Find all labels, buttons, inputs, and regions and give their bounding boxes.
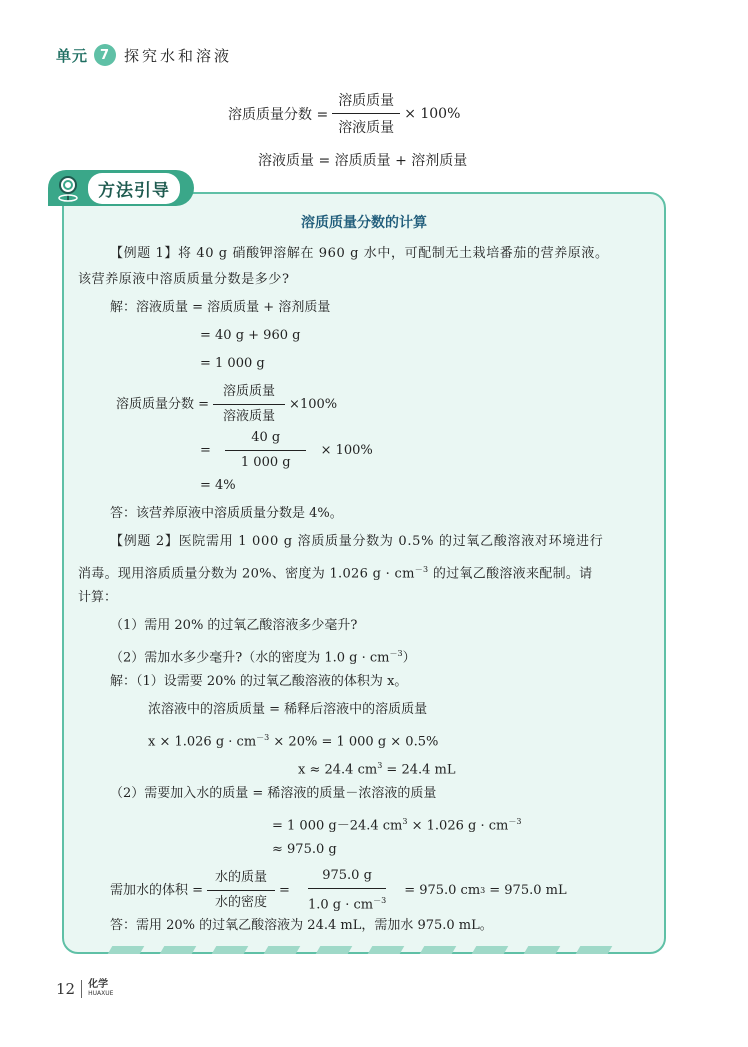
formula-fraction: [332, 90, 400, 137]
section-title: 溶质质量分数的计算: [301, 215, 427, 231]
ex1-fraction: [213, 382, 285, 427]
ex1-frac-right: ×100%: [289, 396, 338, 412]
ex2-line3: 计算：: [78, 590, 118, 605]
unit-number-badge: 7: [94, 44, 116, 66]
ex1-solution-label: 解：溶液质量 = 溶质质量 + 溶剂质量: [110, 300, 331, 315]
formula-denominator: 溶液质量: [338, 120, 395, 136]
vol-fraction2: $\frac{975.0 g}{1.0 g \cdot cm^{-3}}$: [307, 868, 387, 913]
ex2-solution5: （2）需要加入水的质量 = 稀溶液的质量－浓溶液的质量: [110, 786, 437, 801]
ex2-solution6: = 1 000 g－24.4 $cm^3 \times 1.026$ $g \cdot cm^{-3}$: [272, 817, 522, 834]
ex1-step3: = 1 000 g: [200, 356, 265, 371]
unit-label: 单元: [56, 46, 89, 65]
vol-left: 需加水的体积 =: [110, 882, 204, 898]
formula-right: × 100%: [404, 105, 461, 122]
ex1-line2: 该营养原液中溶质质量分数是多少?: [78, 272, 290, 287]
ex1-fraction-line: [116, 382, 337, 427]
ex1-answer: 答：该营养原液中溶质质量分数是 4%。: [110, 506, 343, 521]
ex2-question2: （2）需加水多少毫升?（水的密度为 1.0 $g \cdot cm^{-3}$）: [110, 649, 416, 666]
ex1-line1: 【例题 1】将 40 g 硝酸钾溶解在 960 g 水中，可配制无土栽培番茄的营养原液。: [110, 246, 609, 261]
ex2-volume-line: 需加水的体积 = $\frac{\text{水的质量}}{\text{水的密度}}$ = $\frac{975.0 g}{1.0 g \cdot cm^{-3}}$ = 975.0 cm 3 = 975.0 mL: [110, 866, 567, 915]
ex2-solution1: 解：（1）设需要 20% 的过氧乙酸溶液的体积为 x。: [110, 674, 408, 689]
magnifier-icon: [54, 173, 84, 203]
method-tab-label: 方法引导: [88, 173, 180, 204]
ex1-frac-denominator: 溶液质量: [223, 409, 276, 424]
formula-numerator: 溶质质量: [332, 90, 400, 114]
book-title: 化学 HUAXUE: [88, 979, 114, 997]
ex2-solution7: ≈ 975.0 g: [272, 842, 337, 857]
ex2-solution2: 浓溶液中的溶质质量 = 稀释后溶液中的溶质质量: [148, 702, 428, 717]
mass-fraction-formula: [228, 90, 460, 137]
ex1-step2: = 40 g + 960 g: [200, 328, 301, 343]
ex1-frac-left: 溶质质量分数 =: [116, 396, 210, 412]
ex2-solution3: x × 1.026 $g \cdot cm^{-3} \times 20\% = 1$ 000 g × 0.5%: [148, 733, 439, 750]
ex1-frac2-numerator: 40 g: [225, 428, 306, 451]
formula-left: 溶质质量分数 =: [228, 106, 329, 123]
ex1-frac-numerator: 溶质质量: [213, 382, 285, 405]
ex1-eq: =: [200, 442, 211, 458]
page-number: 12: [56, 980, 82, 998]
unit-header: [56, 42, 232, 68]
ex2-question1: （1）需用 20% 的过氧乙酸溶液多少毫升?: [110, 618, 358, 633]
ex2-answer: 答：需用 20% 的过氧乙酸溶液为 24.4 mL，需加水 975.0 mL。: [110, 918, 493, 933]
ex2-line1: 【例题 2】医院需用 1 000 g 溶质质量分数为 0.5% 的过氧乙酸溶液对环境进行: [110, 534, 604, 549]
ex1-frac2-denominator: 1 000 g: [240, 455, 291, 470]
unit-title: 探究水和溶液: [124, 46, 233, 65]
ex1-frac2-right: × 100%: [320, 442, 373, 458]
page-footer: [56, 980, 113, 998]
ex1-result: = 4%: [200, 478, 236, 493]
solution-mass-formula: 溶液质量 = 溶质质量 + 溶剂质量: [258, 153, 468, 169]
decorative-stripes: [110, 946, 610, 954]
method-tab: [48, 170, 194, 206]
ex2-solution4: x ≈ 24.4 $cm^3 = 24.4$ mL: [298, 761, 456, 778]
ex1-fraction2-line: [200, 428, 373, 473]
vol-fraction1: $\frac{\text{水的质量}}{\text{水的密度}}$: [207, 868, 275, 913]
ex1-fraction2: [215, 428, 317, 473]
ex2-line2: 消毒。现用溶质质量分数为 20%、密度为 1.026 $g \cdot cm^{-3}$ 的过氧乙酸溶液来配制。请: [78, 565, 593, 582]
